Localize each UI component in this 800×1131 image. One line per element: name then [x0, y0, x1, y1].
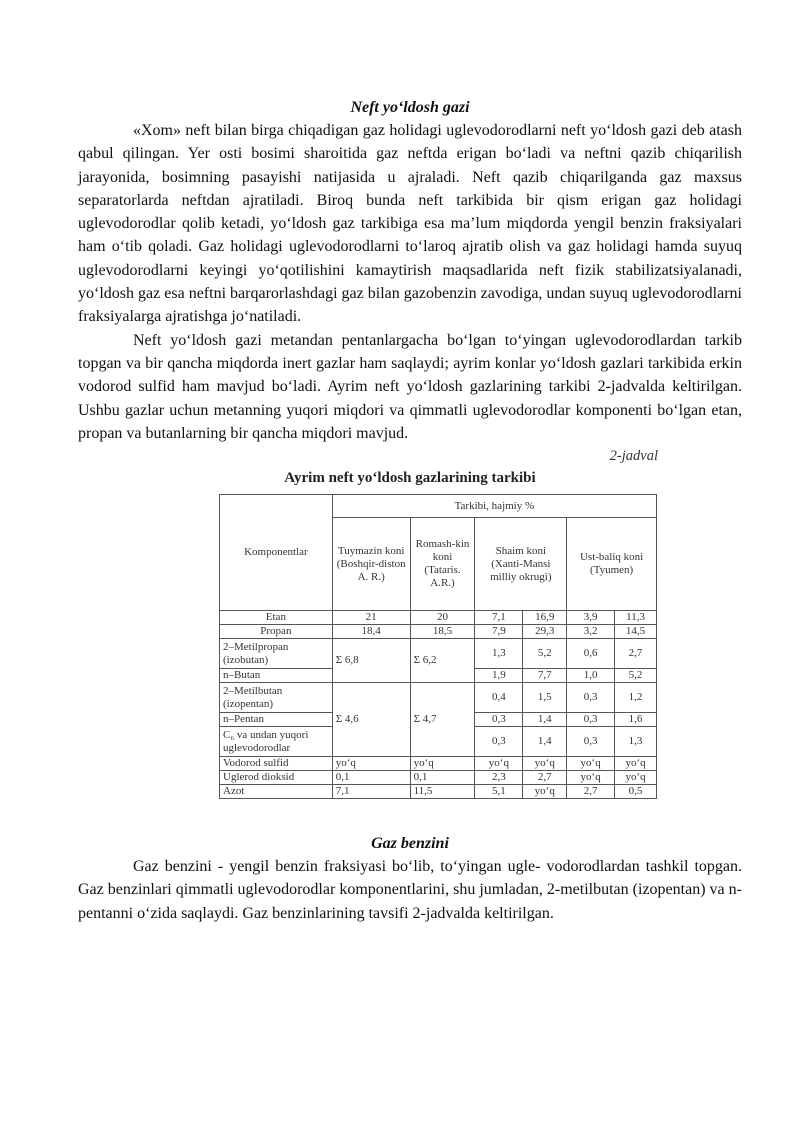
- table-cell: yo‘q: [567, 771, 615, 785]
- table-row: [220, 625, 657, 639]
- table-cell: 0,3: [567, 683, 615, 713]
- table-cell: 7,7: [523, 669, 567, 683]
- header-field-ust-baliq: Ust-baliq koni (Tyumen): [567, 518, 657, 611]
- table-cell: 2,7: [567, 785, 615, 799]
- spacer: [78, 799, 742, 832]
- table-row: [220, 683, 657, 713]
- table-cell: 29,3: [523, 625, 567, 639]
- table-cell: 1,0: [567, 669, 615, 683]
- table-cell: 11,3: [615, 611, 657, 625]
- table-cell: Azot: [220, 785, 333, 799]
- table-cell: yo‘q: [523, 785, 567, 799]
- header-group: Tarkibi, hajmiy %: [332, 495, 656, 518]
- table-cell: 5,2: [523, 639, 567, 669]
- table-cell: 0,3: [475, 713, 523, 727]
- table-cell: 18,5: [410, 625, 475, 639]
- table-cell-sum: Σ 4,6: [332, 683, 410, 757]
- table-cell: 0,5: [615, 785, 657, 799]
- table-cell: n–Pentan: [220, 713, 333, 727]
- table-cell: 2,3: [475, 771, 523, 785]
- header-field-tuymazin: Tuymazin koni (Boshqir-diston A. R.): [332, 518, 410, 611]
- table-cell: 16,9: [523, 611, 567, 625]
- table-cell: 0,3: [475, 727, 523, 757]
- table-cell: 1,5: [523, 683, 567, 713]
- table-cell-sum: Σ 6,2: [410, 639, 475, 683]
- table-cell: 1,3: [615, 727, 657, 757]
- paragraph-1: «Xom» neft bilan birga chiqadigan gaz holidagi uglevodorodlarni neft yo‘ldosh gazi deb atash qabul qilingan. Yer osti bosimi sharoitida gaz neftda erigan bo‘ladi va neftni qazib chiqarilish jarayonida, bosimning pasayishi natijasida u ajraladi. Neft qazib chiqarilganda gaz maxsus separatorlarda neftdan ajratiladi. Biroq bunda neft tarkibida bir qism erigan gaz holidagi uglevodorodlar qolib ketadi, yo‘ldosh gaz tarkibiga esa ma’lum miqdorda yengil benzin fraksiyalari ham o‘tib qoladi. Gaz holidagi uglevodorodlarni to‘laroq ajratib olish va gaz holidagi hamda suyuq uglevodorodlarni keyingi yo‘qotilishini kamaytirish maqsadlarida neft fizik stabilizatsiyalanadi, yo‘ldosh gaz esa neftni barqarorlashdagi gaz bilan gazobenzin zavodiga, undan suyuq uglevodorodlarni fraksiyalarga ajratishga jo‘natiladi.: [78, 122, 742, 326]
- table-cell: 5,2: [615, 669, 657, 683]
- paragraph-3: Gaz benzini - yengil benzin fraksiyasi bo‘lib, to‘yingan ugle- vodorodlardan tashkil topgan. Gaz benzinlari qimmatli uglevodorodlar komponentlarini, shu jumladan, 2-metilbutan (izopentan) va n-pentanni o‘zida saqlaydi. Gaz benzinlarining tavsifi 2-jadvalda keltirilgan.: [78, 858, 742, 922]
- table-cell: 1,4: [523, 713, 567, 727]
- table-cell: 1,2: [615, 683, 657, 713]
- table-cell: yo‘q: [523, 757, 567, 771]
- header-component: Komponentlar: [220, 495, 333, 611]
- table-cell-sum: Σ 6,8: [332, 639, 410, 683]
- table-cell: yo‘q: [475, 757, 523, 771]
- section-gaz-benzini: [78, 832, 742, 925]
- table-cell: 3,9: [567, 611, 615, 625]
- table-row: [220, 611, 657, 625]
- table-cell: 21: [332, 611, 410, 625]
- table-cell: 18,4: [332, 625, 410, 639]
- table-label: 2-jadval: [609, 448, 658, 465]
- table-cell: 7,1: [475, 611, 523, 625]
- table-cell: 1,9: [475, 669, 523, 683]
- table-cell: 2,7: [615, 639, 657, 669]
- table-cell: 0,3: [567, 727, 615, 757]
- table-cell: 11,5: [410, 785, 475, 799]
- table-cell: 0,1: [332, 771, 410, 785]
- table-cell: 5,1: [475, 785, 523, 799]
- table-cell: yo‘q: [615, 757, 657, 771]
- table-cell: C₆ va undan yuqori uglevodorodlar: [220, 727, 333, 757]
- section-title-neft-yoldosh-gazi: Neft yo‘ldosh gazi: [350, 99, 470, 116]
- header-field-romashkin: Romash-kin koni (Tataris. A.R.): [410, 518, 475, 611]
- header-field-shaim: Shaim koni (Xanti-Mansi milliy okrugi): [475, 518, 567, 611]
- table-cell: 20: [410, 611, 475, 625]
- table-cell: 7,1: [332, 785, 410, 799]
- table-cell: 0,3: [567, 713, 615, 727]
- table-title: Ayrim neft yo‘ldosh gazlarining tarkibi: [284, 470, 536, 487]
- table-cell: 2–Metilbutan (izopentan): [220, 683, 333, 713]
- table-cell: 2,7: [523, 771, 567, 785]
- table-cell: 7,9: [475, 625, 523, 639]
- table-cell: 2–Metilpropan (izobutan): [220, 639, 333, 669]
- table-cell: yo‘q: [615, 771, 657, 785]
- document-page: [78, 96, 742, 925]
- table-cell: Propan: [220, 625, 333, 639]
- paragraph-2: Neft yo‘ldosh gazi metandan pentanlargacha bo‘lgan to‘yingan uglevodorodlardan tarkib topgan va bir qancha miqdorda inert gazlar ham saqlaydi; ayrim konlar yo‘ldosh gazlari tarkibida erkin vodorod sulfid ham mavjud bo‘ladi. Ayrim neft yo‘ldosh gazlarining tarkibi 2-jadvalda keltirilgan. Ushbu gazlar uchun metanning yuqori miqdori va qimmatli uglevodorodlar komponenti bo‘lgan etan, propan va butanlarning bir qancha miqdori mavjud.: [78, 331, 742, 442]
- table-cell: yo‘q: [410, 757, 475, 771]
- table-header-row: [220, 495, 657, 518]
- table-cell: Uglerod dioksid: [220, 771, 333, 785]
- table-cell: Etan: [220, 611, 333, 625]
- table-cell: 0,4: [475, 683, 523, 713]
- table-row: [220, 639, 657, 669]
- table-cell: 0,1: [410, 771, 475, 785]
- section-title-gaz-benzini: Gaz benzini: [371, 835, 449, 853]
- table-cell: 3,2: [567, 625, 615, 639]
- table-cell: yo‘q: [567, 757, 615, 771]
- table-cell: 14,5: [615, 625, 657, 639]
- table-cell: yo‘q: [332, 757, 410, 771]
- table-row: [220, 785, 657, 799]
- composition-table: [219, 494, 657, 799]
- table-cell: n–Butan: [220, 669, 333, 683]
- table-cell-sum: Σ 4,7: [410, 683, 475, 757]
- table-row: [220, 771, 657, 785]
- table-cell: Vodorod sulfid: [220, 757, 333, 771]
- table-cell: 1,6: [615, 713, 657, 727]
- table-cell: 1,3: [475, 639, 523, 669]
- table-cell: 1,4: [523, 727, 567, 757]
- table-cell: 0,6: [567, 639, 615, 669]
- table-row: [220, 757, 657, 771]
